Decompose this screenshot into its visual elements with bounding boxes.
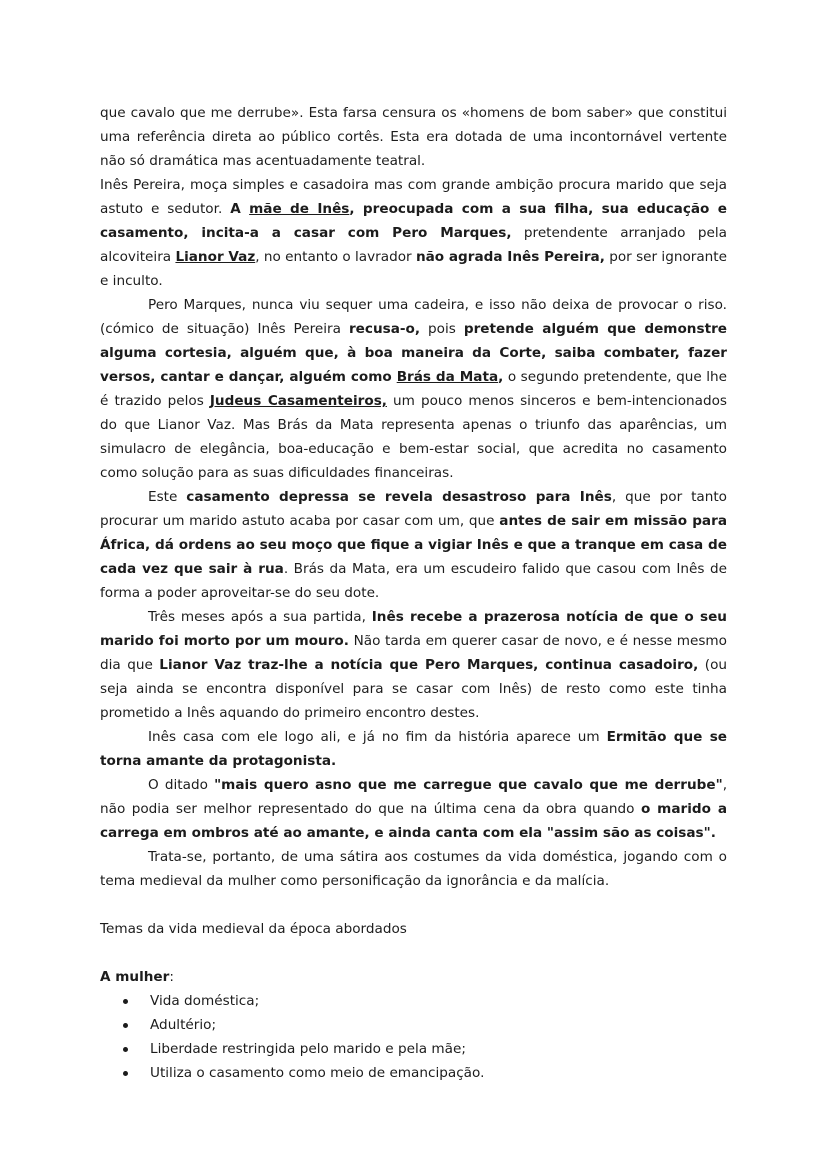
text-run: Pero Marques, nunca viu sequer uma cadeira, e isso não deixa de provocar o riso. (cómico de situação) Inês Pereira — [100, 297, 727, 337]
text-run: Três meses após a sua partida, — [148, 609, 372, 625]
bullet-icon — [123, 999, 128, 1004]
text-run: Não tarda em querer casar de novo, e é nesse mesmo dia que — [100, 633, 727, 673]
text-run: , não podia ser melhor representado do que na última cena da obra quando — [100, 777, 728, 817]
text-run: por ser ignorante e inculto. — [100, 249, 727, 289]
text-run: que cavalo que me derrube». Esta farsa censura os «homens de bom saber» que constitui uma referência direta ao público cortês. Esta era dotada de uma incontornável vertente não só dramática mas acentuadamente teatral. — [100, 105, 727, 169]
text-run: "mais quero asno que me carregue que cavalo que me derrube" — [214, 777, 723, 793]
body-paragraph — [100, 845, 727, 893]
text-run: o segundo pretendente, que lhe é trazido pelos — [100, 369, 727, 409]
list-item-text: Liberdade restringida pelo marido e pela mãe; — [150, 1041, 466, 1057]
paragraph-group — [100, 101, 727, 893]
text-run: A — [230, 201, 250, 217]
text-run: Inês recebe a prazerosa notícia de que o seu marido foi morto por um mouro. — [100, 609, 727, 649]
bullet-icon — [123, 1071, 128, 1076]
list-item — [120, 1037, 727, 1061]
body-paragraph — [100, 725, 727, 773]
bullet-list — [100, 989, 727, 1085]
subsection-title: A mulher — [100, 969, 170, 985]
body-paragraph — [100, 605, 727, 725]
bullet-icon — [123, 1023, 128, 1028]
spacer — [100, 893, 727, 917]
list-item-text: Adultério; — [150, 1017, 217, 1033]
text-run: pretende alguém que demonstre alguma cortesia, alguém que, à boa maneira da Corte, saiba combater, fazer versos, cantar e dançar, alguém como — [100, 321, 727, 385]
list-item — [120, 1061, 727, 1085]
list-item — [120, 1013, 727, 1037]
text-run: Ermitão que se torna amante da protagonista. — [100, 729, 728, 769]
text-run: Inês casa com ele logo ali, e já no fim da história aparece um — [148, 729, 607, 745]
text-run: pretendente arranjado pela alcoviteira — [100, 225, 727, 265]
text-run: , — [498, 369, 504, 385]
subsection-heading — [100, 965, 727, 989]
text-run: O ditado — [148, 777, 215, 793]
text-run: . Brás da Mata, era um escudeiro falido que casou com Inês de forma a poder aproveitar-se do seu dote. — [100, 561, 727, 601]
list-item-text: Vida doméstica; — [150, 993, 260, 1009]
text-run: Brás da Mata — [396, 369, 499, 385]
text-run: , preocupada com a sua filha, sua educação e casamento, incita-a a casar com Pero Marques, — [100, 201, 727, 241]
subsection-colon: : — [169, 969, 174, 985]
text-run: um pouco menos sinceros e bem-intencionados do que Lianor Vaz. Mas Brás da Mata representa apenas o triunfo das aparências, um simulacro de elegância, boa-educação e bem-estar social, que acredita no casamento como solução para as suas dificuldades financeiras. — [100, 393, 727, 481]
list-item — [120, 989, 727, 1013]
text-run: não agrada Inês Pereira, — [415, 249, 605, 265]
section-heading: Temas da vida medieval da época abordados — [100, 921, 407, 937]
text-run: mãe de Inês — [249, 201, 350, 217]
spacer — [100, 941, 727, 965]
bullet-icon — [123, 1047, 128, 1052]
body-paragraph — [100, 485, 727, 605]
text-run: o marido a carrega em ombros até ao amante, e ainda canta com ela "assim são as coisas". — [100, 801, 727, 841]
text-run: Este — [148, 489, 187, 505]
list-item-text: Utiliza o casamento como meio de emancipação. — [150, 1065, 485, 1081]
text-run: pois — [420, 321, 464, 337]
body-paragraph — [100, 293, 727, 485]
body-paragraph — [100, 173, 727, 293]
text-run: casamento depressa se revela desastroso para Inês — [186, 489, 612, 505]
body-paragraph — [100, 101, 727, 173]
text-run: antes de sair em missão para África, dá ordens ao seu moço que fique a vigiar Inês e que a tranque em casa de cada vez que sair à rua — [100, 513, 727, 577]
text-run: , que por tanto procurar um marido astuto acaba por casar com um, que — [100, 489, 727, 529]
text-run: (ou seja ainda se encontra disponível para se casar com Inês) de resto como este tinha prometido a Inês aquando do primeiro encontro destes. — [100, 657, 727, 721]
text-run: Judeus Casamenteiros, — [209, 393, 387, 409]
text-run: recusa-o, — [348, 321, 421, 337]
text-run: Lianor Vaz — [175, 249, 256, 265]
document-body — [100, 101, 727, 1085]
text-run: Inês Pereira, moça simples e casadoira mas com grande ambição procura marido que seja astuto e sedutor. — [100, 177, 727, 217]
text-run: Trata-se, portanto, de uma sátira aos costumes da vida doméstica, jogando com o tema medieval da mulher como personificação da ignorância e da malícia. — [100, 849, 727, 889]
body-paragraph — [100, 773, 727, 845]
text-run: , no entanto o lavrador — [255, 249, 416, 265]
text-run: Lianor Vaz traz-lhe a notícia que Pero Marques, continua casadoiro, — [159, 657, 699, 673]
